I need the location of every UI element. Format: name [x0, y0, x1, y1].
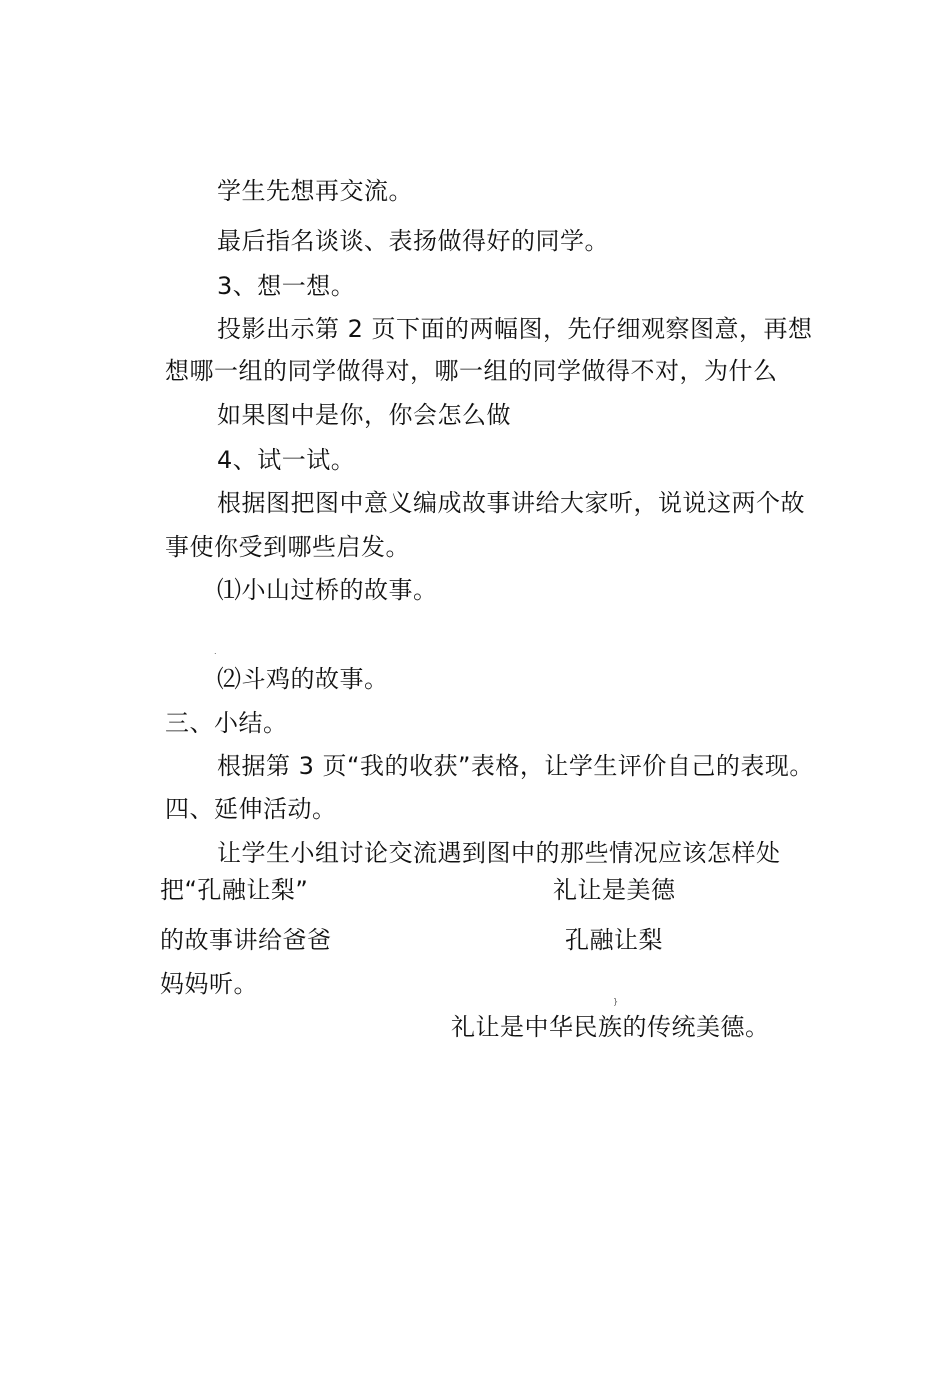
section-heading: 3、想一想。 — [217, 272, 356, 300]
paragraph-line: 根据第 3 页“我的收获”表格，让学生评价自己的表现。 — [217, 752, 814, 780]
paragraph-line: 学生先想再交流。 — [217, 177, 413, 205]
paragraph-line: 根据图把图中意义编成故事讲给大家听，说说这两个故 — [217, 489, 805, 517]
board-text: 礼让是中华民族的传统美德。 — [451, 1013, 770, 1041]
paragraph-line: 把“孔融让梨” — [160, 876, 309, 904]
list-item: ⑴小山过桥的故事。 — [217, 576, 438, 604]
section-heading: 四、延伸活动。 — [165, 795, 337, 823]
paragraph-line: 的故事讲给爸爸 — [160, 926, 332, 954]
paragraph-line: 如果图中是你，你会怎么做 — [217, 401, 511, 429]
paragraph-line: 最后指名谈谈、表扬做得好的同学。 — [217, 227, 609, 255]
paragraph-line: 事使你受到哪些启发。 — [165, 533, 410, 561]
paragraph-line: 想哪一组的同学做得对，哪一组的同学做得不对，为什么 — [165, 357, 778, 385]
section-heading: 三、小结。 — [165, 709, 288, 737]
board-text: 礼让是美德 — [553, 876, 676, 904]
paragraph-line: 让学生小组讨论交流遇到图中的那些情况应该怎样处 — [217, 839, 781, 867]
paragraph-line: 投影出示第 2 页下面的两幅图，先仔细观察图意，再想 — [217, 315, 813, 343]
stray-mark: } — [613, 997, 619, 1006]
board-text: 孔融让梨 — [565, 926, 663, 954]
paragraph-line: 妈妈听。 — [160, 970, 258, 998]
section-heading: 4、试一试。 — [217, 446, 356, 474]
list-item: ⑵斗鸡的故事。 — [217, 665, 389, 693]
stray-mark: . — [214, 647, 217, 656]
